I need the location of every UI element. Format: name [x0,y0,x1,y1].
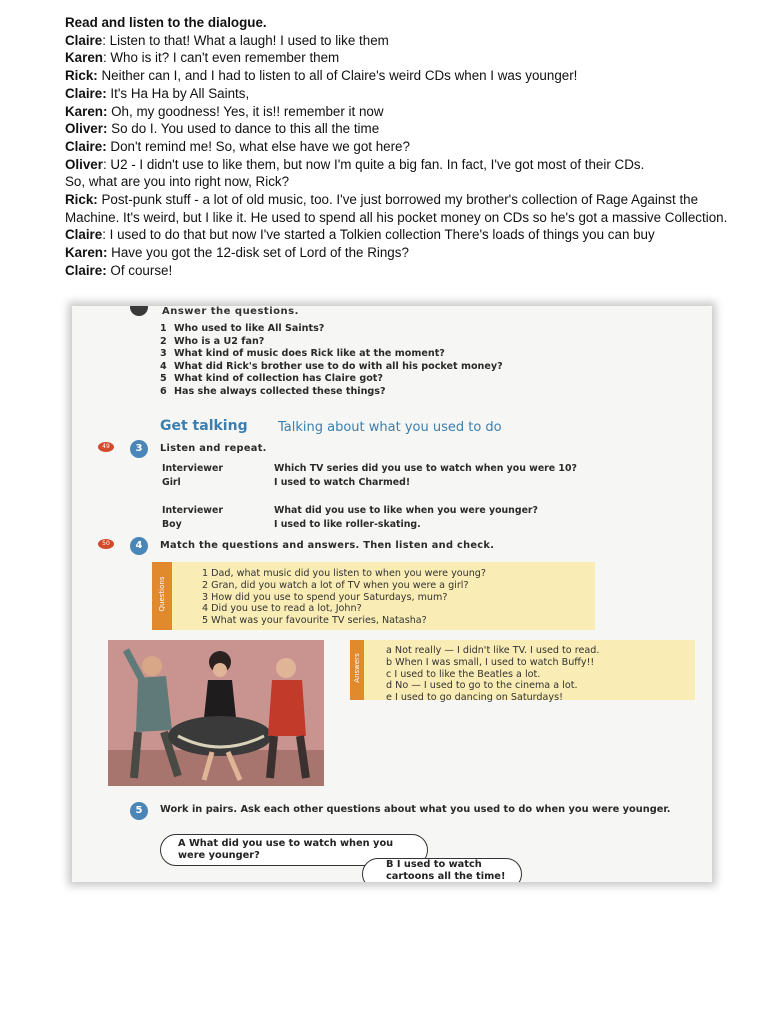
exercise-3-instruction: Listen and repeat. [160,443,267,454]
match-question-item: 5 What was your favourite TV series, Natasha? [202,615,427,627]
role-line: What did you use to like when you were younger? [274,505,538,516]
match-answer-item: d No — I used to go to the cinema a lot. [386,680,578,692]
exercise-2-badge [130,306,148,316]
speaker-name: Oliver: [65,121,108,137]
line-text: Of course! [106,262,173,278]
answers-tab: Answers [350,640,364,700]
line-text: So, what are you into right now, Rick? [65,174,290,190]
dialogue-row [162,463,577,475]
question-text: What kind of collection has Claire got? [174,373,383,385]
dialogue-row [162,519,577,531]
dialogue-text [65,14,755,280]
speaker-name: Karen [65,50,103,66]
question-number: 4 [160,360,167,372]
exercise-3-dialogue [160,461,579,533]
dialogue-line [65,103,755,121]
line-text: : U2 - I didn't use to like them, but now I'm quite a big fan. In fact, I've got most of their CDs. [102,156,645,172]
line-text: It's Ha Ha by All Saints, [106,85,250,101]
question-item [160,386,503,399]
role-line: I used to watch Charmed! [274,477,411,488]
dialogue-line [65,156,755,174]
question-number: 2 [160,335,167,347]
speaker-name: Karen: [65,103,108,119]
dialogue-row [162,477,577,489]
dancing-photo [108,640,324,786]
cd-track-50-icon: 50 [98,539,114,549]
line-text: So do I. You used to dance to this all the time [107,121,380,137]
question-number: 1 [160,323,167,334]
role-line [274,491,577,503]
role-label [162,491,272,503]
question-list [160,323,503,399]
speech-bubble-a-text: A What did you use to watch when you were younger? [178,838,394,861]
get-talking-title: Get talking [160,418,248,434]
role-label: Boy [162,519,182,530]
dialogue-line [65,120,755,138]
dialogue-line [65,85,755,103]
question-number: 6 [160,385,167,397]
answer-heading: Answer the questions. [162,306,299,317]
speaker-name: Claire [65,32,103,48]
dialogue-line [65,262,755,280]
dialogue-line [65,49,755,67]
dialogue-row [162,491,577,503]
question-text: Who is a U2 fan? [174,335,265,347]
match-question-item: 1 Dad, what music did you listen to when you were young? [202,568,486,579]
dialogue-line [65,226,755,244]
speaker-name: Rick: [65,192,98,208]
dialogue-line [65,173,755,191]
exercise-5-instruction: Work in pairs. Ask each other questions about what you used to do when you were younger. [160,804,671,815]
question-item [160,323,503,336]
role-line: I used to like roller-skating. [274,519,421,530]
line-text: : I used to do that but now I've started a Tolkien collection There's loads of things you can buy [102,227,655,243]
dialogue-line [65,67,755,85]
dialogue-line [65,32,755,50]
speaker-name: Oliver [65,156,103,172]
line-text: : Who is it? I can't even remember them [102,50,340,66]
match-questions [202,568,486,627]
speech-bubble-b-text: B I used to watch cartoons all the time! [386,859,506,882]
exercise-4-badge: 4 [130,537,148,555]
question-item [160,361,503,374]
question-item [160,336,503,349]
question-item [160,373,503,386]
speaker-name: Claire [65,227,103,243]
speaker-name: Rick: [65,68,98,84]
textbook-scan [72,306,712,882]
role-label: Girl [162,477,181,488]
match-question-item: 4 Did you use to read a lot, John? [202,603,362,615]
match-answer-item: a Not really — I didn't like TV. I used to read. [386,645,600,656]
role-label: Interviewer [162,463,223,474]
line-text: Oh, my goodness! Yes, it is!! remember it now [107,103,384,119]
role-line: Which TV series did you use to watch when you were 10? [274,463,577,474]
dancers-illustration [108,640,324,786]
questions-tab: Questions [152,562,172,630]
question-item [160,348,503,361]
speaker-name: Claire: [65,262,107,278]
get-talking-subtitle: Talking about what you used to do [278,420,502,435]
dialogue-title: Read and listen to the dialogue. [65,15,267,30]
dialogue-lines [65,32,755,280]
line-text: : Listen to that! What a laugh! I used to like them [102,32,389,48]
dialogue-line [65,191,755,226]
exercise-5-badge: 5 [130,802,148,820]
dialogue-row [162,505,577,517]
question-text: What kind of music does Rick like at the moment? [174,348,445,360]
dialogue-line [65,244,755,262]
match-answer-item: e I used to go dancing on Saturdays! [386,692,563,704]
speaker-name: Karen: [65,245,108,261]
speaker-name: Claire: [65,138,107,154]
dialogue-line [65,138,755,156]
match-question-item: 2 Gran, did you watch a lot of TV when you were a girl? [202,579,469,591]
speaker-name: Claire: [65,85,107,101]
line-text: Neither can I, and I had to listen to all of Claire's weird CDs when I was younger! [97,68,578,84]
match-question-item: 3 How did you use to spend your Saturdays, mum? [202,591,448,603]
question-text: Who used to like All Saints? [174,323,325,334]
match-answer-item: b When I was small, I used to watch Buffy!! [386,656,595,668]
question-text: Has she always collected these things? [174,385,386,397]
match-answer-item: c I used to like the Beatles a lot. [386,668,541,680]
line-text: Post-punk stuff - a lot of old music, too. I've just borrowed my brother's collection of Rage Against the Machine. It's weird, but I like it. He used to spend all his pocket money on CDs so he's got a massive Collection. [65,192,728,225]
question-number: 5 [160,373,167,385]
exercise-4-instruction: Match the questions and answers. Then listen and check. [160,540,495,551]
role-label: Interviewer [162,505,223,516]
line-text: Have you got the 12-disk set of Lord of the Rings? [107,245,409,261]
question-number: 3 [160,348,167,360]
match-answers [386,645,599,704]
line-text: Don't remind me! So, what else have we got here? [106,138,410,154]
cd-track-49-icon: 49 [98,442,114,452]
question-text: What did Rick's brother use to do with all his pocket money? [174,360,503,372]
exercise-3-badge: 3 [130,440,148,458]
